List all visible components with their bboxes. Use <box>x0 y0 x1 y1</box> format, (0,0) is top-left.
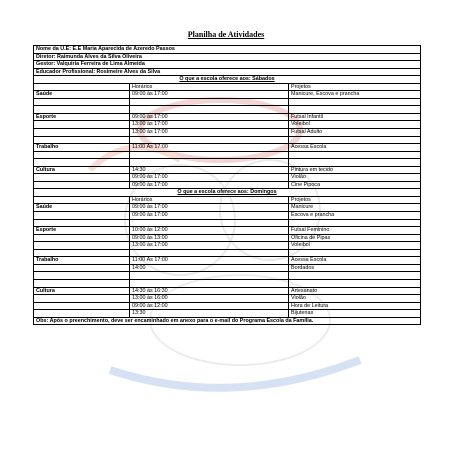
project-cell: Futsal Feminino <box>289 227 421 235</box>
empty-cell <box>34 279 130 287</box>
activity-row <box>34 287 421 295</box>
category-cell: Cultura <box>34 166 130 174</box>
empty-cell <box>34 212 130 220</box>
activity-row <box>34 234 421 242</box>
project-cell: Violão <box>289 174 421 182</box>
project-cell: Hora de Leitura <box>289 302 421 310</box>
category-cell: Esporte <box>34 113 130 121</box>
project-cell: Oficina de Pipas <box>289 234 421 242</box>
activity-row <box>34 166 421 174</box>
empty-cell <box>34 174 130 182</box>
empty-cell <box>34 83 130 91</box>
empty-cell <box>130 98 289 106</box>
empty-cell <box>34 121 130 129</box>
activity-row <box>34 121 421 129</box>
document-title: Planilha de Atividades <box>187 30 265 39</box>
time-cell: 13:00 às 17:00 <box>130 129 289 137</box>
activity-row <box>34 264 421 272</box>
time-cell: 13:30 <box>130 310 289 318</box>
time-cell: 09:00 às 12:00 <box>130 302 289 310</box>
footer-note: Obs: Após o preenchimento, deve ser encaminhado em anexo para o e-mail do Programa Escola da Família. <box>34 317 421 325</box>
project-cell: Manicure, Escova e prancha <box>289 91 421 99</box>
empty-cell <box>130 106 289 114</box>
category-cell: Esporte <box>34 227 130 235</box>
header-row <box>34 68 421 76</box>
section-heading: O que a escola oferece aos: Domingos <box>34 189 421 197</box>
activity-row <box>34 174 421 182</box>
header-cell: Nome da U.E: E.E Maria Aparecida de Azeredo Passos <box>34 46 421 54</box>
time-cell: 13:00 às 16:00 <box>130 295 289 303</box>
project-cell: Pintura em tecido <box>289 166 421 174</box>
blank-row <box>34 249 421 257</box>
empty-cell <box>130 136 289 144</box>
horarios-header: Horários <box>130 83 289 91</box>
category-cell: Trabalho <box>34 257 130 265</box>
activity-row <box>34 181 421 189</box>
blank-row <box>34 219 421 227</box>
time-cell: 14:00 <box>130 264 289 272</box>
empty-cell <box>34 310 130 318</box>
empty-cell <box>289 136 421 144</box>
category-cell: Saúde <box>34 204 130 212</box>
empty-cell <box>34 264 130 272</box>
empty-cell <box>34 106 130 114</box>
category-cell: Trabalho <box>34 144 130 152</box>
empty-cell <box>34 196 130 204</box>
section-heading-row <box>34 189 421 197</box>
empty-cell <box>289 159 421 167</box>
empty-cell <box>289 272 421 280</box>
empty-cell <box>130 159 289 167</box>
time-cell: 11:00 Às 17:00 <box>130 257 289 265</box>
category-cell: Saúde <box>34 91 130 99</box>
activity-row <box>34 227 421 235</box>
blank-row <box>34 159 421 167</box>
empty-cell <box>130 279 289 287</box>
activity-row <box>34 113 421 121</box>
empty-cell <box>130 151 289 159</box>
activities-table <box>33 45 421 325</box>
time-cell: 09:00 às 13:00 <box>130 234 289 242</box>
empty-cell <box>34 136 130 144</box>
empty-cell <box>289 151 421 159</box>
project-cell: Voleibol <box>289 121 421 129</box>
project-cell: Futsal Adulto <box>289 129 421 137</box>
project-cell: Cine Pipoca <box>289 181 421 189</box>
empty-cell <box>289 106 421 114</box>
time-cell: 14:30 às 16:30 <box>130 287 289 295</box>
project-cell: Manicure <box>289 204 421 212</box>
blank-row <box>34 272 421 280</box>
header-cell: Educador Profissional: Rosimeire Alves da Silva <box>34 68 421 76</box>
empty-cell <box>34 219 130 227</box>
empty-cell <box>34 234 130 242</box>
blank-row <box>34 98 421 106</box>
empty-cell <box>34 159 130 167</box>
activity-row <box>34 129 421 137</box>
empty-cell <box>34 181 130 189</box>
header-row <box>34 53 421 61</box>
activity-row <box>34 91 421 99</box>
time-cell: 13:00 às 17:00 <box>130 242 289 250</box>
empty-cell <box>34 302 130 310</box>
project-cell: Escova e prancha <box>289 212 421 220</box>
time-cell: 11:00 Às 17:00 <box>130 144 289 152</box>
footer-row <box>34 317 421 325</box>
activity-row <box>34 212 421 220</box>
time-cell: 09:00 às 17:00 <box>130 174 289 182</box>
empty-cell <box>34 98 130 106</box>
empty-cell <box>34 129 130 137</box>
column-header-row <box>34 83 421 91</box>
activity-row <box>34 242 421 250</box>
activity-row <box>34 302 421 310</box>
empty-cell <box>289 249 421 257</box>
empty-cell <box>34 151 130 159</box>
activity-row <box>34 257 421 265</box>
project-cell: Voleibol <box>289 242 421 250</box>
time-cell: 14:30 <box>130 166 289 174</box>
empty-cell <box>34 272 130 280</box>
blank-row <box>34 136 421 144</box>
empty-cell <box>34 295 130 303</box>
empty-cell <box>130 249 289 257</box>
project-cell: Acessa Escola <box>289 257 421 265</box>
section-heading-row <box>34 76 421 84</box>
empty-cell <box>34 242 130 250</box>
section-heading: O que a escola oferece aos: Sábados <box>34 76 421 84</box>
time-cell: 13:00 às 17:00 <box>130 121 289 129</box>
time-cell: 09:00 às 17:00 <box>130 91 289 99</box>
blank-row <box>34 106 421 114</box>
empty-cell <box>289 98 421 106</box>
header-row <box>34 61 421 69</box>
activity-row <box>34 295 421 303</box>
blank-row <box>34 151 421 159</box>
project-cell: Acessa Escola <box>289 144 421 152</box>
project-cell: Futsal Infantil <box>289 113 421 121</box>
horarios-header: Horários <box>130 196 289 204</box>
header-row <box>34 46 421 54</box>
project-cell: Bijuterias <box>289 310 421 318</box>
blank-row <box>34 279 421 287</box>
empty-cell <box>34 249 130 257</box>
time-cell: 09:00 às 17:00 <box>130 181 289 189</box>
column-header-row <box>34 196 421 204</box>
time-cell: 09:00 às 17:00 <box>130 212 289 220</box>
empty-cell <box>289 219 421 227</box>
project-cell: Bordados <box>289 264 421 272</box>
activity-row <box>34 310 421 318</box>
header-cell: Gestor: Valquiria Ferreira de Lima Almeida <box>34 61 421 69</box>
projetos-header: Projetos <box>289 83 421 91</box>
time-cell: 09:00 às 17:00 <box>130 204 289 212</box>
time-cell: 09:00 às 17:00 <box>130 113 289 121</box>
project-cell: Artesanato <box>289 287 421 295</box>
activity-row <box>34 144 421 152</box>
projetos-header: Projetos <box>289 196 421 204</box>
project-cell: Violão <box>289 295 421 303</box>
category-cell: Cultura <box>34 287 130 295</box>
time-cell: 10:00 às 12:00 <box>130 227 289 235</box>
header-cell: Diretor: Raimunda Alves da Silva Oliveira <box>34 53 421 61</box>
empty-cell <box>289 279 421 287</box>
empty-cell <box>130 219 289 227</box>
empty-cell <box>130 272 289 280</box>
activity-row <box>34 204 421 212</box>
